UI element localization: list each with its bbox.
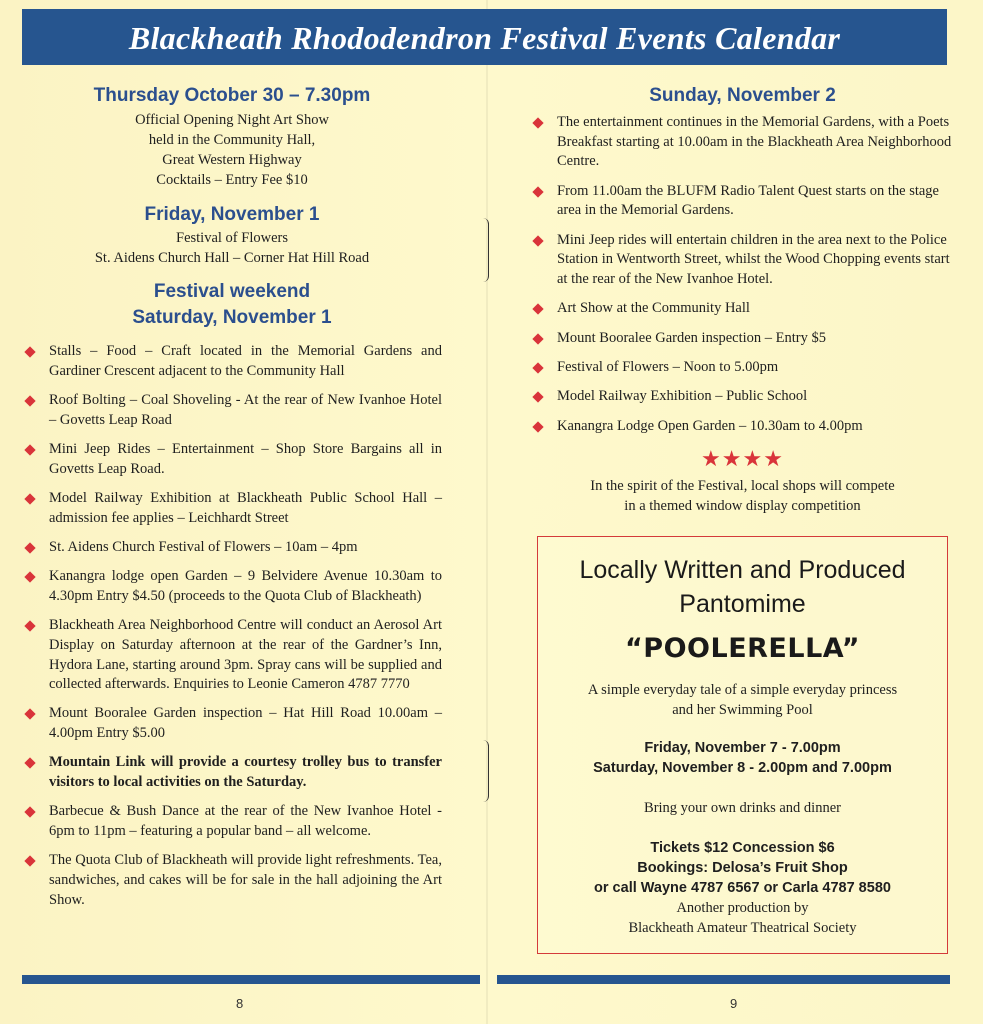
list-item xyxy=(22,567,442,606)
event-text: Stalls – Food – Craft located in the Memorial Gardens and Gardiner Crescent adjacent to the Community Hall xyxy=(49,343,442,379)
list-item xyxy=(22,704,442,743)
list-item xyxy=(530,182,955,221)
pantomime-name: “POOLERELLA” xyxy=(625,633,860,664)
footer-bar-left xyxy=(22,975,480,984)
event-text: Art Show at the Community Hall xyxy=(557,300,750,317)
diamond-bullet-icon xyxy=(24,621,35,632)
date-line: Saturday, November 8 - 2.00pm and 7.00pm xyxy=(593,760,892,776)
event-text: Mount Booralee Garden inspection – Hat Hill Road 10.00am – 4.00pm Entry $5.00 xyxy=(49,705,442,742)
event-text: Barbecue & Bush Dance at the rear of the New Ivanhoe Hotel - 6pm to 11pm – featuring a popular band – all welcome. xyxy=(49,803,442,840)
event-text: Kanangra lodge open Garden – 9 Belvidere Avenue 10.30am to 4.30pm Entry $4.50 (proceeds to the Quota Club of Blackheath) xyxy=(49,568,442,604)
thursday-line: held in the Community Hall, xyxy=(148,132,316,148)
diamond-bullet-icon xyxy=(24,395,35,406)
footer-bar-right xyxy=(497,975,950,984)
list-item xyxy=(530,329,955,349)
event-text: Mini Jeep rides will entertain children in the area next to the Police Station in Wentworth Street, whilst the Wood Chopping events start at the rear of the New Ivanhoe Hotel. xyxy=(557,231,950,287)
friday-heading: Friday, November 1 xyxy=(144,204,320,225)
credit-line: Another production by xyxy=(676,900,809,916)
event-text: The Quota Club of Blackheath will provide light refreshments. Tea, sandwiches, and cakes will be for sale in the hall adjoining the Art Show. xyxy=(49,852,442,908)
ticket-info xyxy=(538,838,947,898)
right-column xyxy=(530,84,955,516)
staple-mark xyxy=(482,218,489,282)
diamond-bullet-icon xyxy=(532,186,543,197)
list-item xyxy=(22,851,442,910)
list-item xyxy=(22,489,442,528)
tickets-price: Tickets $12 Concession $6 xyxy=(650,840,835,856)
event-text: Festival of Flowers – Noon to 5.00pm xyxy=(557,358,779,375)
event-text: Mount Booralee Garden inspection – Entry $5 xyxy=(557,329,826,346)
diamond-bullet-icon xyxy=(532,117,543,128)
diamond-bullet-icon xyxy=(24,346,35,357)
diamond-bullet-icon xyxy=(24,444,35,455)
friday-line: Festival of Flowers xyxy=(176,230,288,246)
list-item xyxy=(22,391,442,430)
production-credit xyxy=(538,898,947,938)
saturday-event-list xyxy=(22,342,442,910)
bring-drinks-note: Bring your own drinks and dinner xyxy=(644,800,841,816)
window-display-line: in a themed window display competition xyxy=(624,498,861,515)
sunday-event-list xyxy=(530,113,955,436)
diamond-bullet-icon xyxy=(532,392,543,403)
pantomime-description xyxy=(538,680,947,720)
diamond-bullet-icon xyxy=(24,807,35,818)
pantomime-title xyxy=(538,553,947,621)
date-line: Friday, November 7 - 7.00pm xyxy=(644,740,841,756)
list-item xyxy=(530,299,955,319)
list-item xyxy=(530,358,955,378)
list-item xyxy=(530,113,955,172)
event-text: From 11.00am the BLUFM Radio Talent Quest starts on the stage area in the Memorial Gardens. xyxy=(557,182,939,219)
four-stars-icon: ★★★★ xyxy=(701,446,784,472)
event-text: Mini Jeep Rides – Entertainment – Shop Store Bargains all in Govetts Leap Road. xyxy=(49,440,442,477)
event-text: Model Railway Exhibition at Blackheath Public School Hall – admission fee applies – Leichhardt Street xyxy=(49,489,442,526)
pantomime-title-line: Locally Written and Produced xyxy=(579,556,906,584)
list-item xyxy=(22,802,442,841)
page-number-left: 8 xyxy=(236,996,244,1011)
diamond-bullet-icon xyxy=(24,542,35,553)
list-item xyxy=(22,342,442,381)
diamond-bullet-icon xyxy=(532,235,543,246)
pantomime-dates xyxy=(538,738,947,778)
thursday-line: Official Opening Night Art Show xyxy=(135,112,329,128)
calendar-title-banner: Blackheath Rhododendron Festival Events Calendar xyxy=(22,9,947,65)
thursday-details xyxy=(22,110,442,190)
bookings-info: Bookings: Delosa’s Fruit Shop xyxy=(637,860,848,876)
sunday-heading: Sunday, November 2 xyxy=(649,85,836,106)
staple-mark xyxy=(482,740,489,802)
friday-line: St. Aidens Church Hall – Corner Hat Hill Road xyxy=(94,250,370,266)
diamond-bullet-icon xyxy=(532,333,543,344)
diamond-bullet-icon xyxy=(532,362,543,373)
festival-weekend-heading: Festival weekend xyxy=(153,281,311,302)
event-text: Blackheath Area Neighborhood Centre will conduct an Aerosol Art Display on Saturday afternoon at the rear of the Gardner’s Inn, Hydora Lane, starting around 3pm. Spray cans will be supplied and collected afterwards. Enquiries to Leonie Cameron 4787 7770 xyxy=(49,617,442,693)
event-text: Kanangra Lodge Open Garden – 10.30am to 4.00pm xyxy=(557,417,863,434)
diamond-bullet-icon xyxy=(24,493,35,504)
thursday-line: Great Western Highway xyxy=(162,152,302,168)
page-number-right: 9 xyxy=(730,996,738,1011)
diamond-bullet-icon xyxy=(24,856,35,867)
event-text: Roof Bolting – Coal Shoveling - At the rear of New Ivanhoe Hotel – Govetts Leap Road xyxy=(49,391,442,428)
page-spine xyxy=(486,0,488,1024)
list-item xyxy=(22,440,442,479)
event-text: Mountain Link will provide a courtesy trolley bus to transfer visitors to local activities on the Saturday. xyxy=(49,754,442,791)
diamond-bullet-icon xyxy=(24,758,35,769)
saturday-heading: Saturday, November 1 xyxy=(132,307,332,328)
list-item xyxy=(530,417,955,437)
event-text: Model Railway Exhibition – Public School xyxy=(557,388,808,405)
list-item xyxy=(530,231,955,290)
thursday-line: Cocktails – Entry Fee $10 xyxy=(156,172,308,188)
diamond-bullet-icon xyxy=(24,709,35,720)
diamond-bullet-icon xyxy=(532,303,543,314)
event-text: The entertainment continues in the Memorial Gardens, with a Poets Breakfast starting at 10.00am in the Blackheath Area Neighborhood Centre. xyxy=(557,114,952,170)
list-item xyxy=(22,538,442,558)
list-item xyxy=(22,616,442,694)
description-line: A simple everyday tale of a simple everyday princess xyxy=(587,682,898,698)
list-item xyxy=(530,387,955,407)
list-item xyxy=(22,753,442,792)
diamond-bullet-icon xyxy=(532,421,543,432)
description-line: and her Swimming Pool xyxy=(672,702,813,718)
window-display-line: In the spirit of the Festival, local shops will compete xyxy=(590,478,895,495)
left-column xyxy=(22,84,442,920)
friday-details xyxy=(22,228,442,268)
window-display-note xyxy=(530,476,955,516)
pantomime-title-line: Pantomime xyxy=(679,590,806,618)
pantomime-box xyxy=(537,536,948,954)
thursday-heading: Thursday October 30 – 7.30pm xyxy=(93,85,371,106)
event-text: St. Aidens Church Festival of Flowers – 10am – 4pm xyxy=(49,538,358,555)
call-info: or call Wayne 4787 6567 or Carla 4787 8580 xyxy=(594,880,891,896)
credit-line: Blackheath Amateur Theatrical Society xyxy=(628,920,857,936)
diamond-bullet-icon xyxy=(24,572,35,583)
